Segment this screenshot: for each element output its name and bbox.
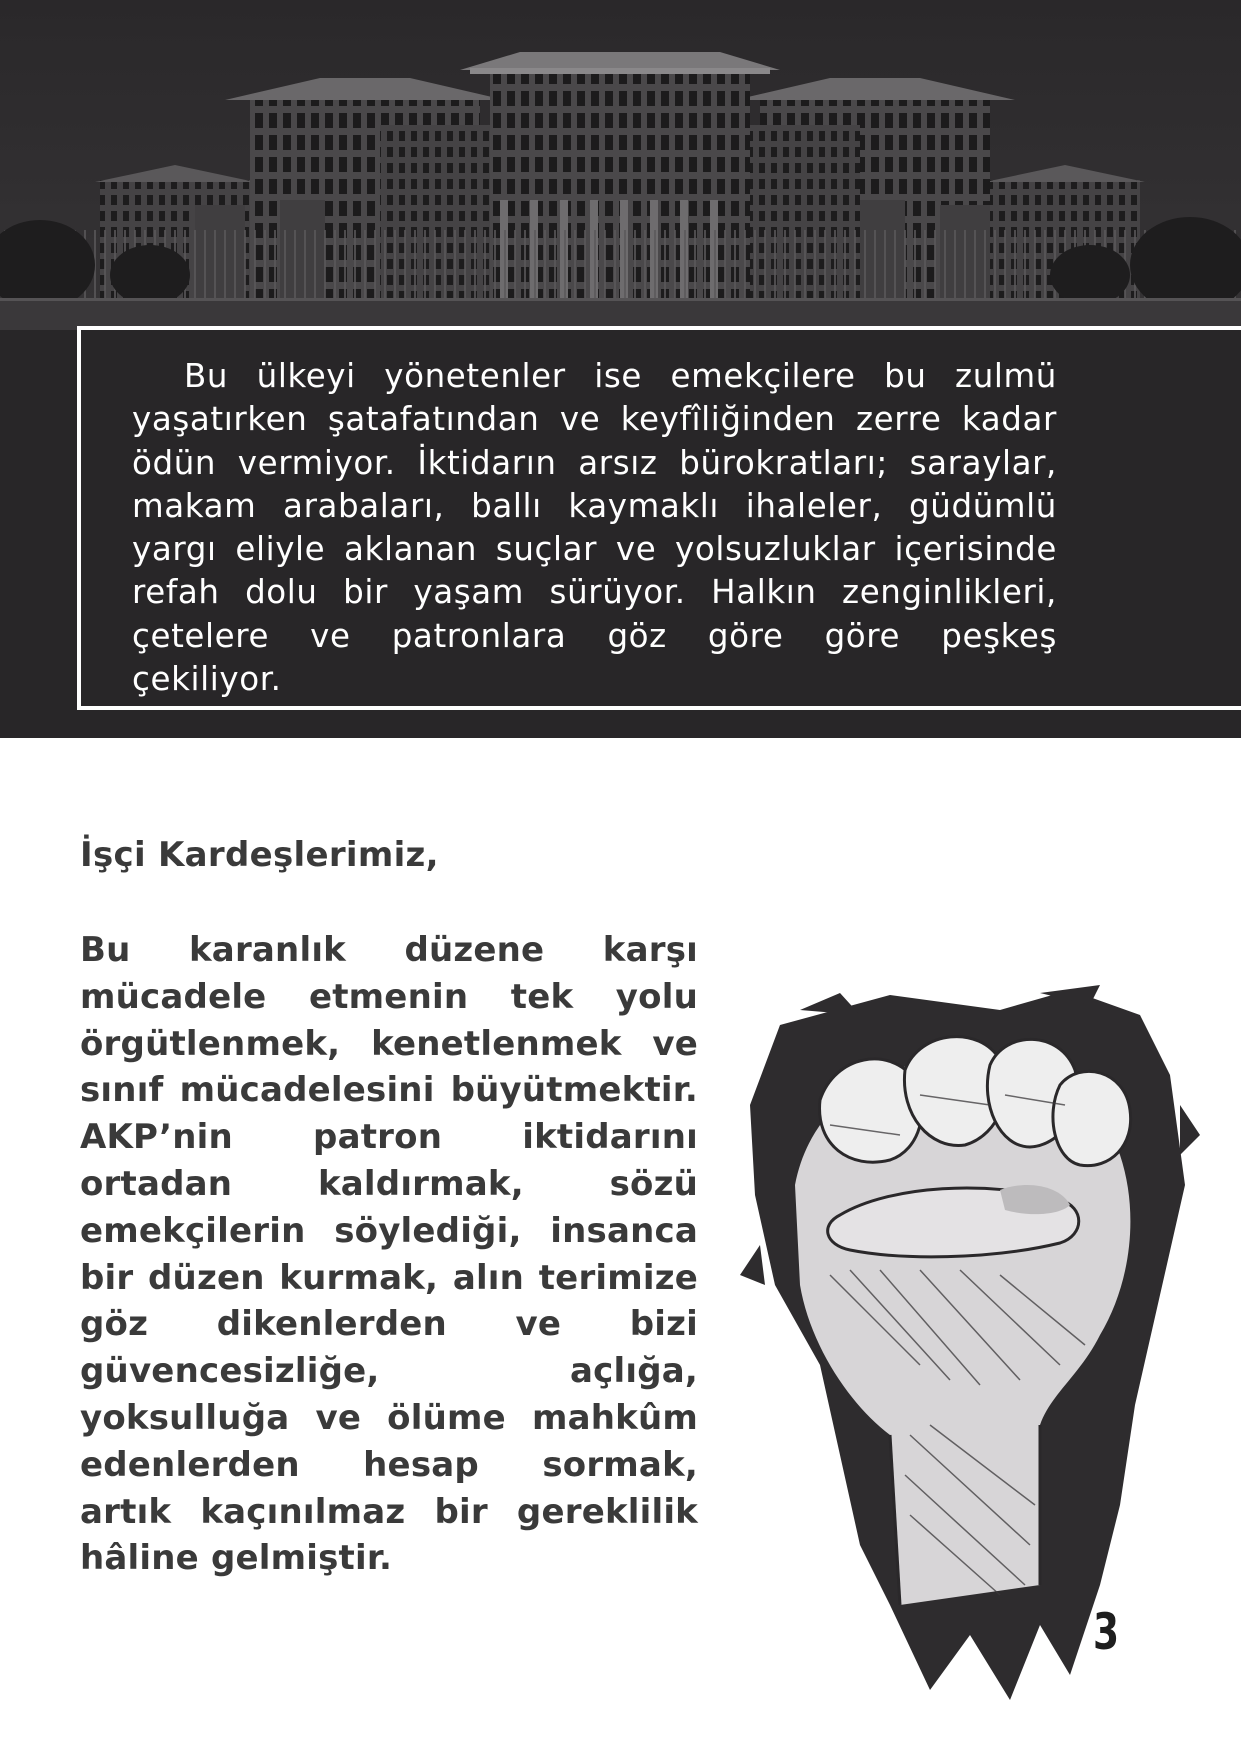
box-paragraph: Bu ülkeyi yönetenler ise emekçilere bu zulmü yaşatırken şatafatından ve keyfîliğinden zerre kadar ödün vermiyor. İktidarın arsız bürokratları; saraylar, makam arabaları, ballı kaymaklı ihaleler, güdümlü yargı eliyle aklanan suçlar ve yolsuzluklar içerisinde refah dolu bir yaşam sürüyor. Halkın zenginlikleri, çetelere ve patronlara göz göre göre peşkeş çekiliyor. xyxy=(132,357,1057,699)
page-number: 3 xyxy=(1093,1603,1120,1661)
palace-illustration xyxy=(0,0,1241,330)
main-paragraph: Bu karanlık düzene karşı mücadele etmenin tek yolu örgütlenmek, kenetlenmek ve sınıf mücadelesini büyütmektir. AKP’nin patron iktidarını ortadan kaldırmak, sözü emekçilerin söylediği, insanca bir düzen kurmak, alın terimize göz dikenlerden ve bizi güvencesizliğe, açlığa, yoksulluğa ve ölüme mahkûm edenlerden hesap sormak, artık kaçınılmaz bir gereklilik hâline gelmiştir. xyxy=(80,930,698,1579)
raised-fist-illustration xyxy=(740,985,1200,1705)
greeting-heading: İşçi Kardeşlerimiz, xyxy=(80,835,439,875)
